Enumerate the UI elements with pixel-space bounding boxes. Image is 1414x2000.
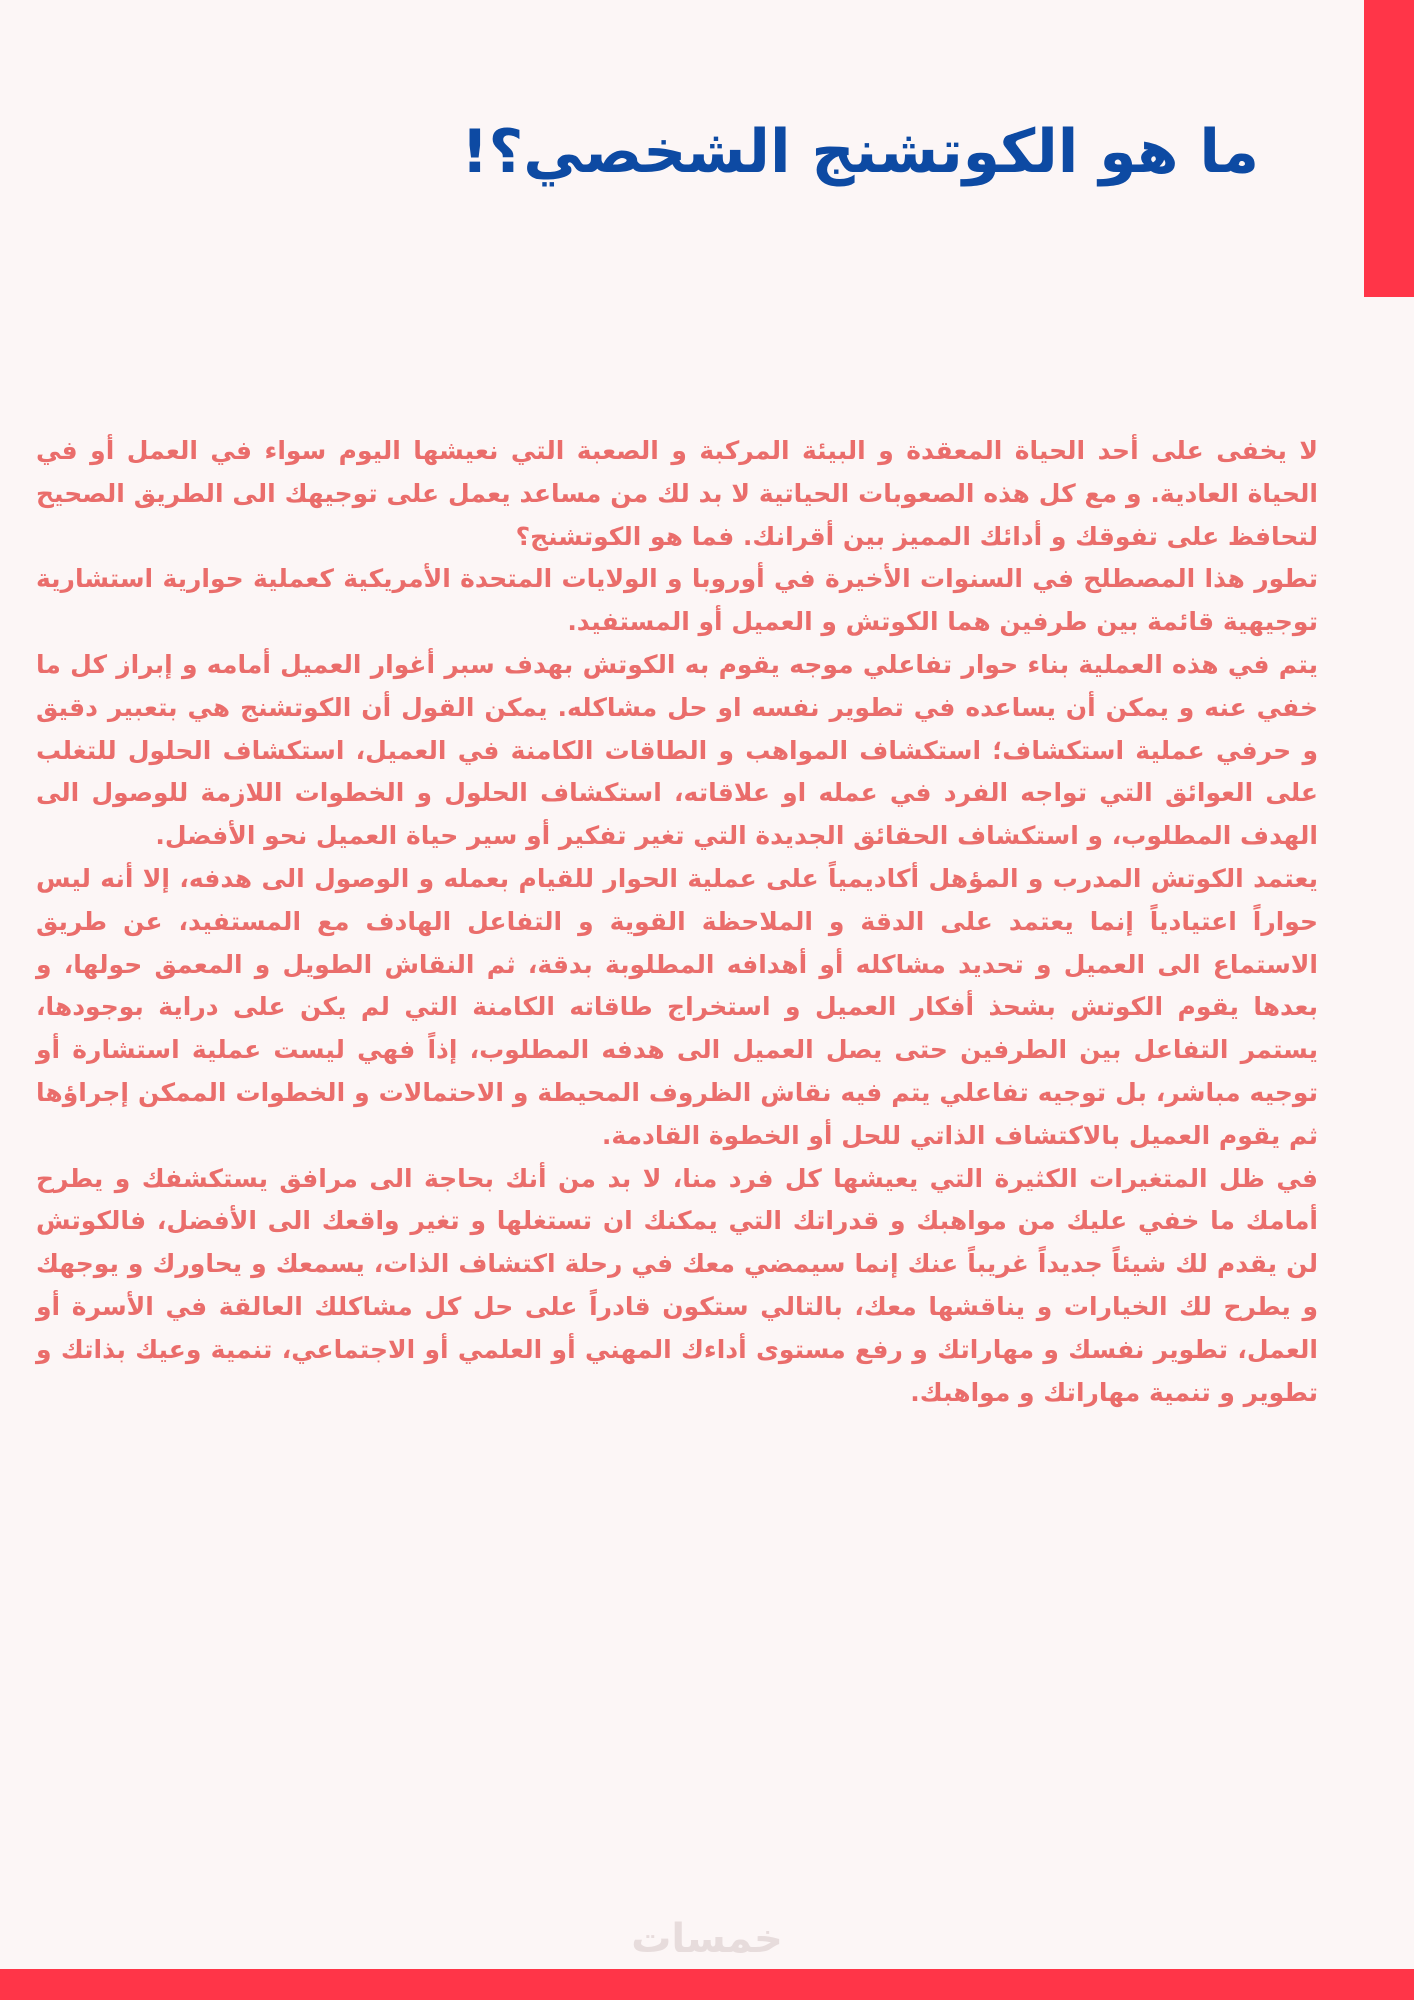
paragraph-process: يتم في هذه العملية بناء حوار تفاعلي موجه يقوم به الكوتش بهدف سبر أغوار العميل أمامه و إبراز كل ما خفي عنه و يمكن أن يساعده في تطوير نفسه او حل مشاكله. يمكن القول أن الكوتشنج هي بتعبير دقيق و حرفي عملية استكشاف؛ استكشاف المواهب و الطاقات الكامنة في العميل، استكشاف الحلول للتغلب على العوائق التي تواجه الفرد في عمله او علاقاته، استكشاف الحلول و الخطوات اللازمة للوصول الى الهدف المطلوب، و استكشاف الحقائق الجديدة التي تغير تفكير أو سير حياة العميل نحو الأفضل. [36,649,1318,851]
paragraph-method: يعتمد الكوتش المدرب و المؤهل أكاديمياً على عملية الحوار للقيام بعمله و الوصول الى هدفه، إلا أنه ليس حواراً اعتيادياً إنما يعتمد على الدقة و الملاحظة القوية و التفاعل الهادف مع المستفيد، عن طريق الاستماع الى العميل و تحديد مشاكله أو أهدافه المطلوبة بدقة، ثم النقاش الطويل و المعمق حولها، و بعدها يقوم الكوتش بشحذ أفكار العميل و استخراج طاقاته الكامنة التي لم يكن على دراية بوجودها، يستمر التفاعل بين الطرفين حتى يصل العميل الى هدفه المطلوب، إذاً فهي ليست عملية استشارة أو توجيه مباشر، بل توجيه تفاعلي يتم فيه نقاش الظروف المحيطة و الاحتمالات و الخطوات الممكن إجراؤها ثم يقوم العميل بالاكتشاف الذاتي للحل أو الخطوة القادمة. [36,863,1318,1150]
bottom-accent-bar [0,1969,1414,2000]
top-right-accent-bar [1364,0,1414,297]
article-body [36,430,1318,1414]
watermark-logo: خمسات [631,1916,783,1962]
page-title: ما هو الكوتشنج الشخصي؟! [461,117,1259,187]
paragraph-benefits: في ظل المتغيرات الكثيرة التي يعيشها كل فرد منا، لا بد من أنك بحاجة الى مرافق يستكشفك و يطرح أمامك ما خفي عليك من مواهبك و قدراتك التي يمكنك ان تستغلها و تغير واقعك الى الأفضل، فالكوتش لن يقدم لك شيئاً جديداً غريباً عنك إنما سيمضي معك في رحلة اكتشاف الذات، يسمعك و يحاورك و يوجهك و يطرح لك الخيارات و يناقشها معك، بالتالي ستكون قادراً على حل كل مشاكلك العالقة في الأسرة أو العمل، تطوير نفسك و مهاراتك و رفع مستوى أداءك المهني أو العلمي أو الاجتماعي، تنمية وعيك بذاتك و تطوير و تنمية مهاراتك و مواهبك. [36,1163,1318,1407]
paragraph-origin: تطور هذا المصطلح في السنوات الأخيرة في أوروبا و الولايات المتحدة الأمريكية كعملية حوارية استشارية توجيهية قائمة بين طرفين هما الكوتش و العميل أو المستفيد. [36,564,1318,637]
paragraph-intro: لا يخفى على أحد الحياة المعقدة و البيئة المركبة و الصعبة التي نعيشها اليوم سواء في العمل أو في الحياة العادية. و مع كل هذه الصعوبات الحياتية لا بد لك من مساعد يعمل على توجيهك الى الطريق الصحيح لتحافظ على تفوقك و أدائك المميز بين أقرانك. فما هو الكوتشنج؟ [36,436,1318,551]
